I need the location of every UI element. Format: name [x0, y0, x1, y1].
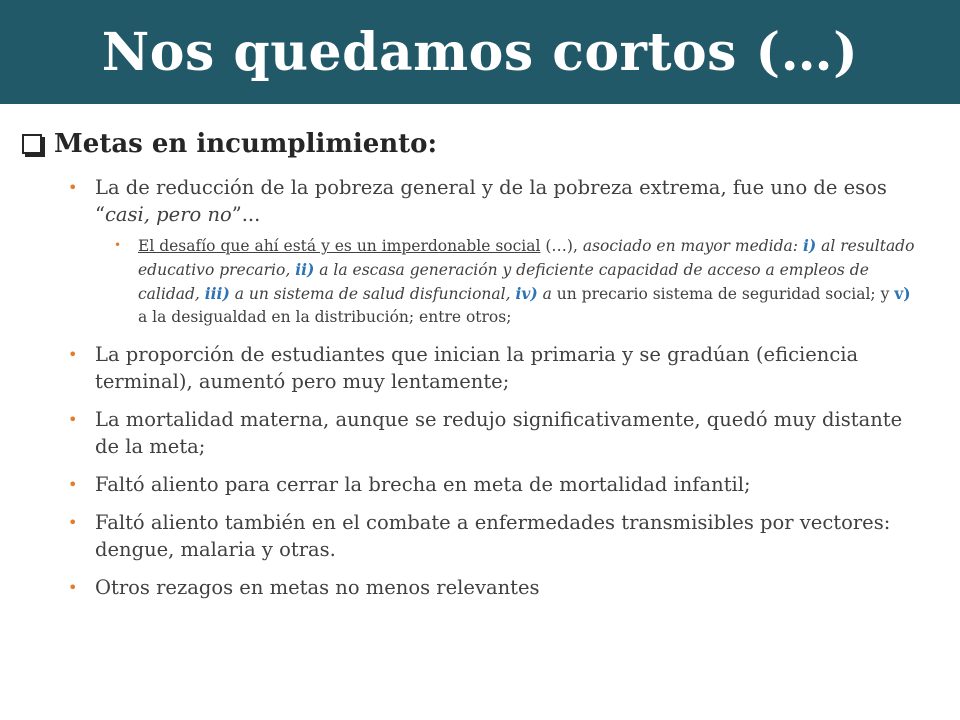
- bullet-text: La mortalidad materna, aunque se redujo significativamente, quedó muy distante de la meta;: [95, 408, 903, 458]
- bullet-item: [18, 174, 918, 228]
- bullet-text-pre: La de reducción de la pobreza general y de la pobreza extrema, fue uno de esos “: [95, 176, 887, 226]
- bullet-text: Otros rezagos en metas no menos relevantes: [95, 576, 540, 599]
- slide-content: [18, 124, 918, 601]
- bullet-dot-icon: •: [68, 513, 78, 532]
- bullet-text: Faltó aliento también en el combate a enfermedades transmisibles por vectores: dengue, malaria y otras.: [95, 511, 891, 561]
- slide-title: Nos quedamos cortos (…): [101, 21, 859, 83]
- sub-marker-1: i): [802, 236, 817, 255]
- sub-ellipsis: (…),: [540, 237, 583, 255]
- bullet-text-italic: casi, pero no: [104, 203, 232, 226]
- section-heading: [18, 124, 918, 164]
- sub-text-4b: un precario sistema de seguridad social; y: [551, 285, 895, 303]
- sub-marker-3: iii): [204, 284, 230, 303]
- bullet-text: La proporción de estudiantes que inician la primaria y se gradúan (eficiencia terminal), aumentó pero muy lentamente;: [95, 343, 859, 393]
- title-bar: [0, 0, 960, 104]
- sub-text-2: a la escasa generación y deficiente capacidad de acceso a empleos de calidad,: [138, 261, 869, 303]
- sub-marker-4: iv): [515, 284, 538, 303]
- sub-bullet-dot-icon: •: [114, 238, 122, 252]
- sub-text-5: a la desigualdad en la distribución; entre otros;: [138, 308, 512, 326]
- bullet-item: [18, 509, 918, 563]
- sub-text-1: al resultado educativo precario,: [138, 237, 915, 279]
- checkbox-bullet-icon: [22, 134, 42, 154]
- sub-marker-2: ii): [295, 260, 315, 279]
- bullet-text: Faltó aliento para cerrar la brecha en meta de mortalidad infantil;: [95, 473, 751, 496]
- sub-text-3: a un sistema de salud disfuncional,: [229, 285, 516, 303]
- sub-underlined: El desafío que ahí está y es un imperdonable social: [138, 237, 541, 255]
- bullet-dot-icon: •: [68, 345, 78, 364]
- bullet-dot-icon: •: [68, 475, 78, 494]
- sub-marker-5: v): [894, 284, 911, 303]
- bullet-item: [18, 574, 918, 601]
- sub-intro: asociado en mayor medida:: [582, 237, 803, 255]
- bullet-item: [18, 341, 918, 395]
- section-heading-text: Metas en incumplimiento:: [54, 129, 438, 159]
- sub-text-4a: a: [537, 285, 552, 303]
- bullet-dot-icon: •: [68, 578, 78, 597]
- bullet-item: [18, 471, 918, 498]
- bullet-dot-icon: •: [68, 410, 78, 429]
- sub-bullet-item: [18, 234, 918, 329]
- bullet-dot-icon: •: [68, 178, 78, 197]
- bullet-text-post: ”...: [231, 203, 261, 226]
- bullet-item: [18, 406, 918, 460]
